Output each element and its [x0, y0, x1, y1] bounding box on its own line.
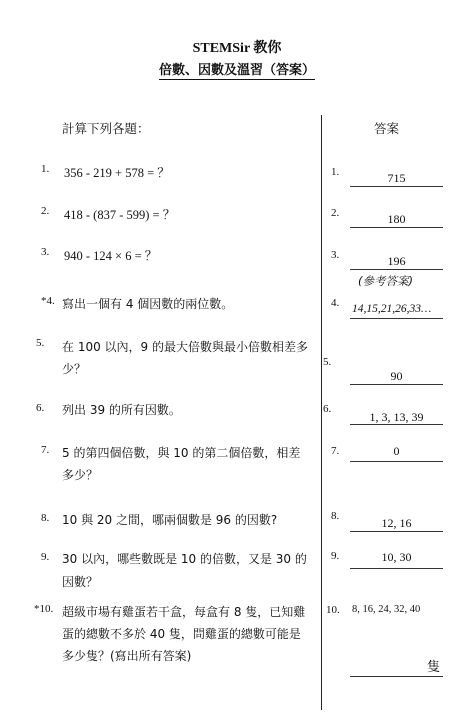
answer-value: 90: [390, 369, 403, 383]
reference-note: (參考答案): [358, 274, 413, 288]
answer-value: 180: [387, 212, 406, 226]
unit-label: 隻: [427, 660, 441, 675]
question-text: 蛋的總數不多於 40 隻，問雞蛋的總數可能是: [62, 627, 301, 641]
answer-line: [350, 384, 443, 385]
question-number: 7.: [41, 444, 50, 456]
question-text: 30 以內，哪些數既是 10 的倍數，又是 30 的: [62, 552, 307, 566]
question-text: 列出 39 的所有因數。: [62, 403, 181, 417]
answer-value: 715: [387, 171, 406, 185]
question-text: 多少？: [62, 468, 99, 482]
question-number: 9.: [41, 551, 50, 563]
question-number: 3.: [41, 246, 50, 258]
answer-line: [350, 424, 443, 425]
worksheet-subtitle: [0, 59, 474, 78]
answer-value: 14,15,21,26,33…: [352, 303, 432, 315]
answer-value: 1, 3, 13, 39: [369, 410, 424, 424]
question-number: 8.: [41, 512, 50, 524]
question-text: 10 與 20 之間，哪兩個數是 96 的因數?: [62, 513, 278, 527]
answer-value: 10, 30: [381, 550, 412, 564]
answer-number: 2.: [331, 207, 340, 219]
answer-number: 10.: [326, 604, 340, 616]
answer-number: 9.: [331, 550, 340, 562]
answer-line: [350, 269, 443, 270]
subtitle-text: 倍數、因數及溫習（答案）: [158, 63, 315, 78]
answer-line: [350, 568, 443, 569]
question-text: 寫出一個有 4 個因數的兩位數。: [62, 297, 234, 311]
answer-header: 答案: [374, 121, 400, 136]
answer-number: 4.: [331, 297, 340, 309]
answer-line: [350, 531, 443, 532]
question-text: 因數？: [62, 575, 99, 589]
question-number: *4.: [41, 295, 55, 307]
answer-value: 12, 16: [381, 516, 412, 530]
question-number: 1.: [41, 163, 50, 175]
question-text: 418 - (837 - 599) = ？: [64, 208, 176, 222]
question-text: 在 100 以內，9 的最大倍數與最小倍數相差多: [62, 340, 308, 354]
answer-value: 196: [387, 254, 406, 268]
answer-number: 1.: [331, 166, 340, 178]
question-text: 少？: [62, 362, 87, 376]
answer-number: 6.: [323, 403, 332, 415]
question-number: 5.: [36, 337, 45, 349]
question-number: *10.: [34, 603, 54, 615]
worksheet-title: STEMSir 教你: [192, 41, 282, 56]
instructions: 計算下列各題：: [62, 121, 150, 136]
answer-line: [350, 318, 443, 319]
answer-number: 7.: [331, 445, 340, 457]
question-text: 多少隻？(寫出所有答案): [62, 649, 192, 663]
answer-number: 8.: [331, 510, 340, 522]
answer-line: [350, 461, 443, 462]
answer-value: 0: [393, 444, 400, 458]
question-text: 5 的第四個倍數，與 10 的第二個倍數，相差: [62, 446, 301, 460]
answer-line: [350, 227, 443, 228]
answer-value: 8, 16, 24, 32, 40: [352, 604, 421, 615]
answer-line: [350, 186, 443, 187]
question-text: 940 - 124 × 6 = ？: [64, 249, 158, 263]
answer-number: 3.: [331, 249, 340, 261]
column-divider: [321, 115, 322, 710]
answer-line: [350, 676, 443, 677]
question-text: 超級市場有雞蛋若干盒，每盒有 8 隻，已知雞: [62, 605, 306, 619]
question-number: 2.: [41, 205, 50, 217]
answer-number: 5.: [323, 356, 332, 368]
question-number: 6.: [36, 402, 45, 414]
question-text: 356 - 219 + 578 = ？: [64, 166, 170, 180]
